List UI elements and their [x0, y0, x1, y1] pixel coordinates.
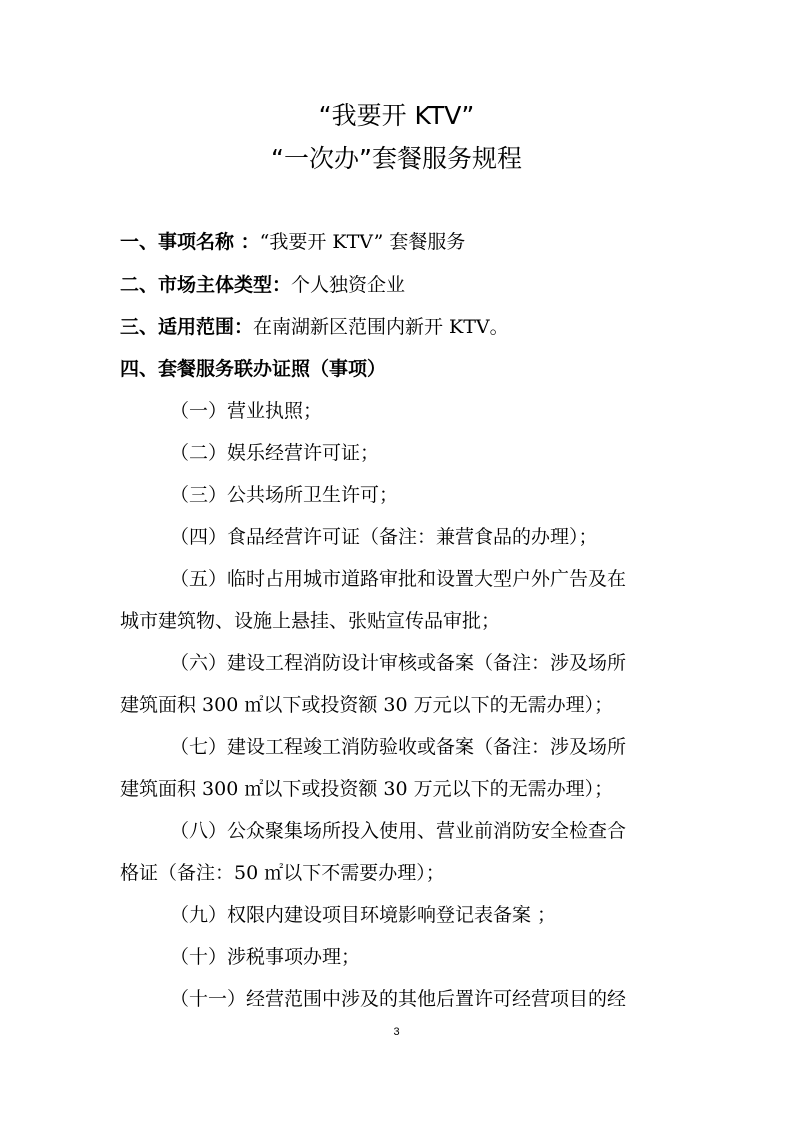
page-title-line-2: “一次办”套餐服务规程	[271, 144, 522, 173]
section-label: 三、适用范围：	[120, 316, 254, 338]
section-entity-type	[120, 272, 405, 298]
section-value: 在南湖新区范围内新开 KTV。	[253, 316, 509, 338]
list-item: （四）食品经营许可证（备注：兼营食品的办理）；	[170, 526, 598, 548]
list-item: （五）临时占用城市道路审批和设置大型户外广告及在	[170, 568, 627, 590]
section-licenses	[120, 356, 386, 382]
list-item: （一）营业执照；	[170, 400, 323, 422]
list-item-continuation: 建筑面积 300 ㎡以下或投资额 30 万元以下的无需办理）；	[120, 778, 614, 800]
list-item-continuation: 建筑面积 300 ㎡以下或投资额 30 万元以下的无需办理）；	[120, 694, 614, 716]
page-number: 3	[393, 1026, 400, 1038]
list-item: （六）建设工程消防设计审核或备案（备注：涉及场所	[170, 652, 627, 674]
section-value: “我要开 KTV” 套餐服务	[259, 231, 466, 253]
list-item-continuation: 城市建筑物、设施上悬挂、张贴宣传品审批；	[120, 610, 501, 632]
section-label: 四、套餐服务联办证照（事项）	[120, 358, 387, 380]
list-item: （十一）经营范围中涉及的其他后置许可经营项目的经	[170, 988, 627, 1010]
list-item: （七）建设工程竣工消防验收或备案（备注：涉及场所	[170, 736, 627, 758]
list-item: （九）权限内建设项目环境影响登记表备案 ；	[170, 904, 557, 926]
list-item: （十）涉税事项办理；	[170, 946, 361, 968]
page-title-line-1: “我要开 KTV”	[318, 101, 475, 130]
list-item: （二）娱乐经营许可证；	[170, 442, 380, 464]
section-value: 个人独资企业	[291, 274, 406, 296]
section-item-name	[120, 229, 465, 255]
list-item-continuation: 格证（备注：50 ㎡以下不需要办理）；	[120, 862, 445, 884]
section-scope	[120, 314, 509, 340]
section-label: 一、事项名称 ：	[120, 231, 260, 253]
list-item: （三）公共场所卫生许可；	[170, 484, 399, 506]
section-label: 二、市场主体类型：	[120, 274, 292, 296]
list-item: （八）公众聚集场所投入使用、营业前消防安全检查合	[170, 820, 627, 842]
